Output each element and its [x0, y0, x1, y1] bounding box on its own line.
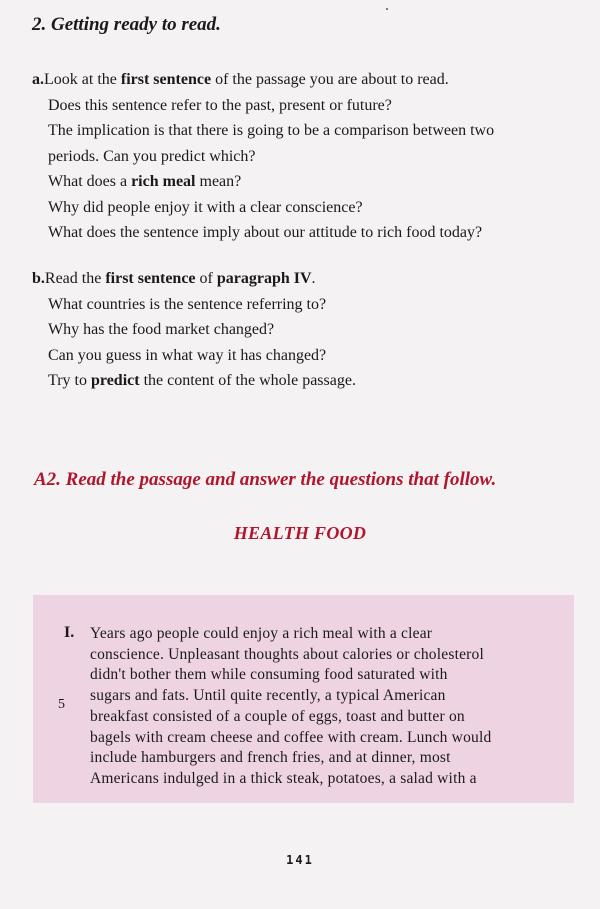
- passage-line: sugars and fats. Until quite recently, a typical American: [90, 687, 446, 705]
- passage-title: HEALTH FOOD: [233, 523, 367, 543]
- part-a-label: a.: [32, 71, 44, 88]
- passage-line: breakfast consisted of a couple of eggs, toast and butter on: [90, 707, 465, 725]
- passage-text: [90, 624, 550, 790]
- part-a-line: What does a rich meal mean?: [48, 173, 242, 190]
- passage-line: conscience. Unpleasant thoughts about calories or cholesterol: [90, 645, 484, 663]
- part-b-line: Can you guess in what way it has changed?: [48, 346, 327, 364]
- passage-line: include hamburgers and french fries, and at dinner, most: [90, 749, 451, 767]
- passage-line: Americans indulged in a thick steak, potatoes, a salad with a: [90, 769, 477, 787]
- part-b-line: Why has the food market changed?: [48, 321, 275, 338]
- exercise-a2-heading: A2. Read the passage and answer the questions that follow.: [34, 469, 497, 490]
- part-b-questions: [32, 266, 356, 394]
- paragraph-number: I.: [64, 624, 75, 641]
- part-a-questions: [32, 67, 494, 246]
- part-b-label: b.: [32, 270, 45, 287]
- part-a-line: What does the sentence imply about our attitude to rich food today?: [48, 224, 483, 241]
- passage-line: bagels with cream cheese and coffee with cream. Lunch would: [90, 728, 492, 746]
- part-b-line: Try to predict the content of the whole passage.: [48, 372, 356, 389]
- print-speck: [386, 8, 388, 10]
- part-a-line: a.Look at the first sentence of the passage you are about to read.: [32, 71, 449, 88]
- part-b-line: What countries is the sentence referring to?: [48, 295, 327, 313]
- part-b-line: b.Read the first sentence of paragraph IV.: [32, 270, 316, 287]
- section-heading: 2. Getting ready to read.: [32, 14, 221, 35]
- part-a-line: periods. Can you predict which?: [48, 147, 256, 165]
- passage-line: Years ago people could enjoy a rich meal with a clear: [90, 625, 433, 642]
- passage-line: didn't bother them while consuming food saturated with: [90, 666, 448, 684]
- part-a-line: The implication is that there is going to be a comparison between two: [48, 122, 495, 139]
- part-a-line: Does this sentence refer to the past, present or future?: [48, 96, 392, 114]
- part-a-line: Why did people enjoy it with a clear conscience?: [48, 198, 363, 216]
- page-number: 141: [286, 853, 314, 867]
- line-number-marker: 5: [58, 697, 65, 712]
